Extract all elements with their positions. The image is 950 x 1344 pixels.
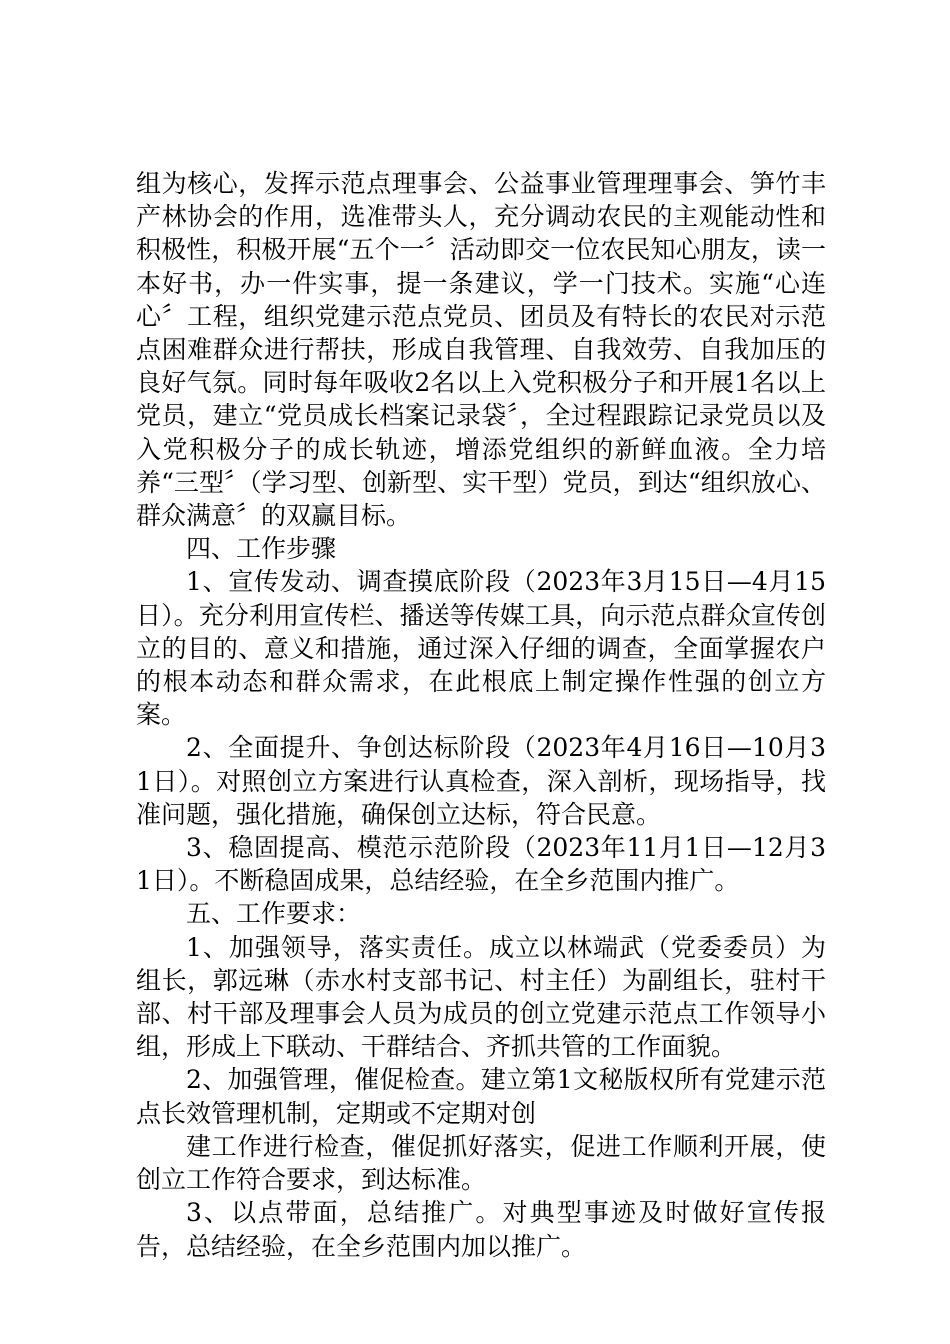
paragraph-intro: 组为核心，发挥示范点理事会、公益事业管理理事会、笋竹丰产林协会的作用，选准带头人，充分调动农民的主观能动性和积极性，积极开展“五个一〞活动即交一位农民知心朋友，读一本好书，办一件实事，提一条建议，学一门技术。实施“心连心〞工程，组织党建示范点党员、团员及有特长的农民对示范点困难群众进行帮扶，形成自我管理、自我效劳、自我加压的良好气氛。同时每年吸收2名以上入党积极分子和开展1名以上党员，建立“党员成长档案记录袋〞，全过程跟踪记录党员以及入党积极分子的成长轨迹，增添党组织的新鲜血液。全力培养“三型〞（学习型、创新型、实干型）党员，到达“组织放心、群众满意〞的双赢目标。 [136, 169, 826, 531]
paragraph-requirement-1: 1、加强领导，落实责任。成立以林端武（党委委员）为组长，郭远琳（赤水村支部书记、村主任）为副组长，驻村干部、村干部及理事会人员为成员的创立党建示范点工作领导小组，形成上下联动、干群结合、齐抓共管的工作面貌。 [136, 932, 826, 1062]
paragraph-step-3: 3、稳固提高、模范示范阶段（2023年11月1日—12月31日）。不断稳固成果，总结经验，在全乡范围内推广。 [136, 833, 826, 896]
paragraph-step-1: 1、宣传发动、调查摸底阶段（2023年3月15日—4月15日）。充分利用宣传栏、播送等传媒工具，向示范点群众宣传创立的目的、意义和措施，通过深入仔细的调查，全面掌握农户的根本动态和群众需求，在此根底上制定操作性强的创立方案。 [136, 567, 826, 730]
document-body [136, 167, 826, 1263]
paragraph-requirement-3: 3、以点带面，总结推广。对典型事迹及时做好宣传报告，总结经验，在全乡范围内加以推广。 [136, 1198, 826, 1261]
paragraph-requirement-2-continued: 建工作进行检查，催促抓好落实，促进工作顺利开展，使创立工作符合要求，到达标准。 [136, 1131, 826, 1195]
section-heading-work-steps: 四、工作步骤 [186, 534, 337, 564]
paragraph-requirement-2: 2、加强管理，催促检查。建立第1文秘版权所有党建示范点长效管理机制，定期或不定期对创 [136, 1065, 826, 1128]
paragraph-step-2: 2、全面提升、争创达标阶段（2023年4月16日—10月31日）。对照创立方案进行认真检查，深入剖析，现场指导，找准问题，强化措施，确保创立达标，符合民意。 [136, 733, 826, 829]
section-heading-work-requirements: 五、工作要求： [186, 899, 362, 929]
